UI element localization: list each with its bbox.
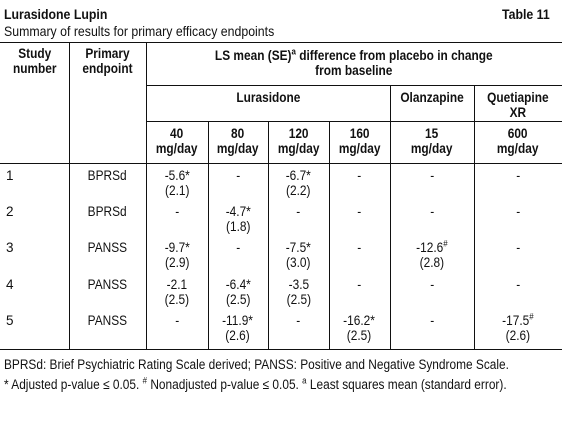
cell-value: -6.7* (2.2) (285, 168, 312, 198)
header-ls-mean: LS mean (SE)$^a$ difference from placebo in change from baseline (215, 46, 493, 78)
cell-value: -4.7* (1.8) (225, 204, 251, 234)
rule-group (146, 85, 562, 86)
cell-endpoint: PANSS (87, 277, 128, 292)
cell-value: - (357, 168, 362, 183)
cell-study-number: 1 (6, 168, 14, 183)
cell-endpoint: PANSS (87, 313, 128, 328)
footnote-abbreviations: BPRSd: Brief Psychiatric Rating Scale derived; PANSS: Positive and Negative Syndrome Scale. (4, 357, 509, 372)
table-subtitle: Summary of results for primary efficacy endpoints (4, 23, 275, 39)
cell-study-number: 3 (6, 240, 14, 255)
cell-value: - (357, 204, 362, 219)
cell-value: -12.6# (2.8) (416, 238, 448, 270)
cell-value: - (516, 277, 520, 292)
header-dose: 160 mg/day (338, 126, 381, 156)
header-olanzapine: Olanzapine (400, 90, 464, 105)
cell-value: - (357, 277, 362, 292)
cell-value: - (516, 204, 520, 219)
cell-value: - (296, 313, 301, 328)
rule-header-bottom (0, 163, 562, 164)
cell-value: -9.7* (2.9) (164, 240, 190, 270)
header-primary-endpoint: Primary endpoint (82, 46, 133, 76)
cell-endpoint: PANSS (87, 240, 128, 255)
header-dose: 600 mg/day (497, 126, 539, 156)
header-lurasidone: Lurasidone (235, 90, 301, 105)
cell-value: -7.5* (3.0) (285, 240, 312, 270)
cell-value: - (516, 240, 520, 255)
header-dose: 120 mg/day (277, 126, 320, 156)
cell-study-number: 4 (6, 277, 14, 292)
header-study-number: Study number (12, 46, 57, 76)
cell-value: -17.5# (2.6) (502, 311, 534, 343)
cell-value: - (430, 168, 434, 183)
footnotes (4, 356, 556, 396)
cell-value: - (430, 313, 434, 328)
cell-value: - (430, 204, 434, 219)
cell-study-number: 5 (6, 313, 14, 328)
cell-endpoint: BPRSd (88, 168, 127, 183)
cell-value: - (430, 277, 434, 292)
cell-value: -5.6* (2.1) (164, 168, 190, 198)
cell-value: -3.5 (2.5) (286, 277, 311, 307)
rule-bottom (0, 349, 562, 350)
cell-value: - (236, 240, 240, 255)
header-dose: 15 mg/day (411, 126, 453, 156)
header-quetiapine: Quetiapine XR (487, 90, 549, 120)
table-title: Lurasidone Lupin (4, 6, 108, 22)
header-dose: 40 mg/day (156, 126, 198, 156)
cell-value: -2.1 (2.5) (164, 277, 190, 307)
cell-value: - (175, 204, 179, 219)
col-divider (69, 42, 70, 349)
table-number: Table 11 (501, 6, 550, 22)
cell-value: - (296, 204, 301, 219)
cell-value: -11.9* (2.6) (222, 313, 254, 343)
cell-endpoint: BPRSd (88, 204, 127, 219)
cell-value: - (236, 168, 240, 183)
header-dose: 80 mg/day (217, 126, 259, 156)
cell-value: -16.2* (2.5) (343, 313, 376, 343)
cell-value: - (175, 313, 179, 328)
footnote-significance: * Adjusted p-value ≤ 0.05. # Nonadjusted p-value ≤ 0.05. $^a$ Least squares mean (standard error). (4, 375, 507, 392)
cell-study-number: 2 (6, 204, 14, 219)
cell-value: - (516, 168, 520, 183)
rule-top (0, 42, 562, 43)
cell-value: - (357, 240, 362, 255)
cell-value: -6.4* (2.5) (225, 277, 251, 307)
